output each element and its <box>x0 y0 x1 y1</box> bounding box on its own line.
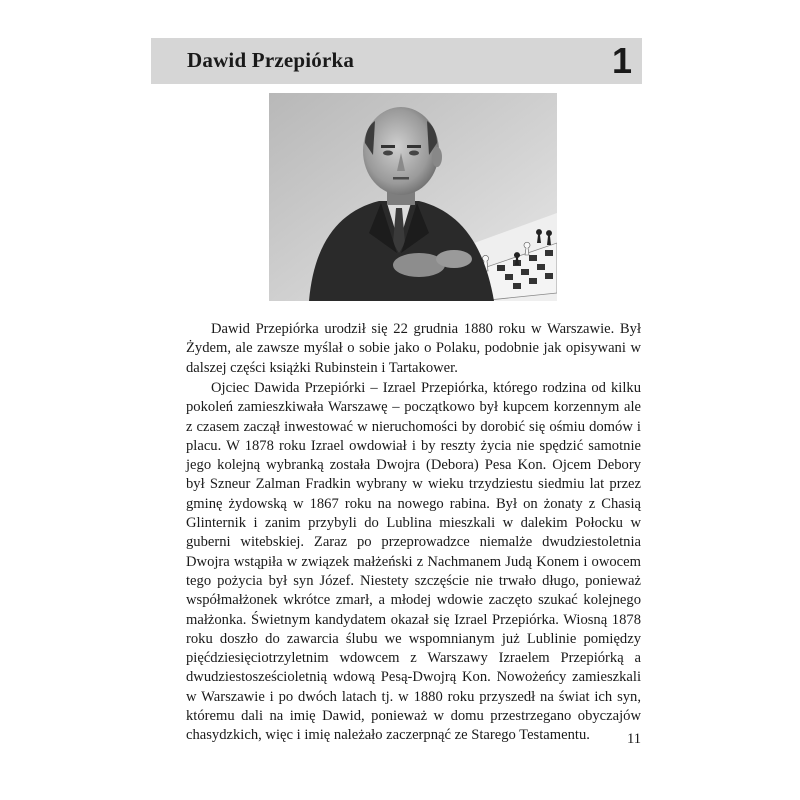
chapter-number: 1 <box>611 40 632 81</box>
paragraph-2: Ojciec Dawida Przepiórki – Izrael Przepiórka, którego rodzina od kilku pokoleń zamieszkiwała Warszawę – początkowo był kupcem korzennym ale z czasem zaczął inwestować w nieruchomości by dorobić się ośmiu domów i placu. W 1878 roku Izrael owdowiał i by reszty życia nie spędzić samotnie jego kolejną wybranką została Dwojra (Debora) Pesa Kon. Ojcem Debory był Szneur Zalman Fradkin wybrany w wieku trzydziestu siedmiu lat przez gminę żydowską w 1867 roku na nowego rabina. Był on żonaty z Chasią Glinternik i zanim przybyli do Lublina mieszkali w dalekim Połocku w guberni witebskiej. Zaraz po przeprowadzce niemalże dwudziestoletnia Dwojra wstąpiła w związek małżeński z Nachmanem Judą Konem i owocem tego pożycia był syn Józef. Niestety szczęście nie trwało długo, ponieważ współmałżonek wkrótce zmarł, a młodej wdowie zaczęto szukać kolejnego małżonka. Świetnym kandydatem okazał się Izrael Przepiórka. Wiosną 1878 roku doszło do zawarcia ślubu we wspomnianym już Lublinie pomiędzy pięćdziesięciotrzyletnim wdowcem z Warszawy Izraelem Przepiórką a dwudziestosześcioletnią wdową Pesą-Dwojrą Kon. Nowożeńcy zamieszkali w Warszawie i po dwóch latach tj. w 1880 roku przyszedł na świat ich syn, któremu dali na imię Dawid, ponieważ w domu przestrzegano obyczajów chasydzkich, więc i imię należało zaczerpnąć ze Starego Testamentu. <box>186 380 641 744</box>
portrait-photo-icon <box>269 93 557 301</box>
chapter-title: Dawid Przepiórka <box>187 48 355 72</box>
chapter-header <box>151 38 642 84</box>
page-number: 11 <box>627 731 642 747</box>
paragraph-1: Dawid Przepiórka urodził się 22 grudnia 1880 roku w Warszawie. Był Żydem, ale zawsze myślał o sobie jako o Polaku, podobnie jak opisywani w dalszej części książki Rubinstein i Tartakower. <box>186 321 641 376</box>
portrait-photo <box>269 93 557 301</box>
